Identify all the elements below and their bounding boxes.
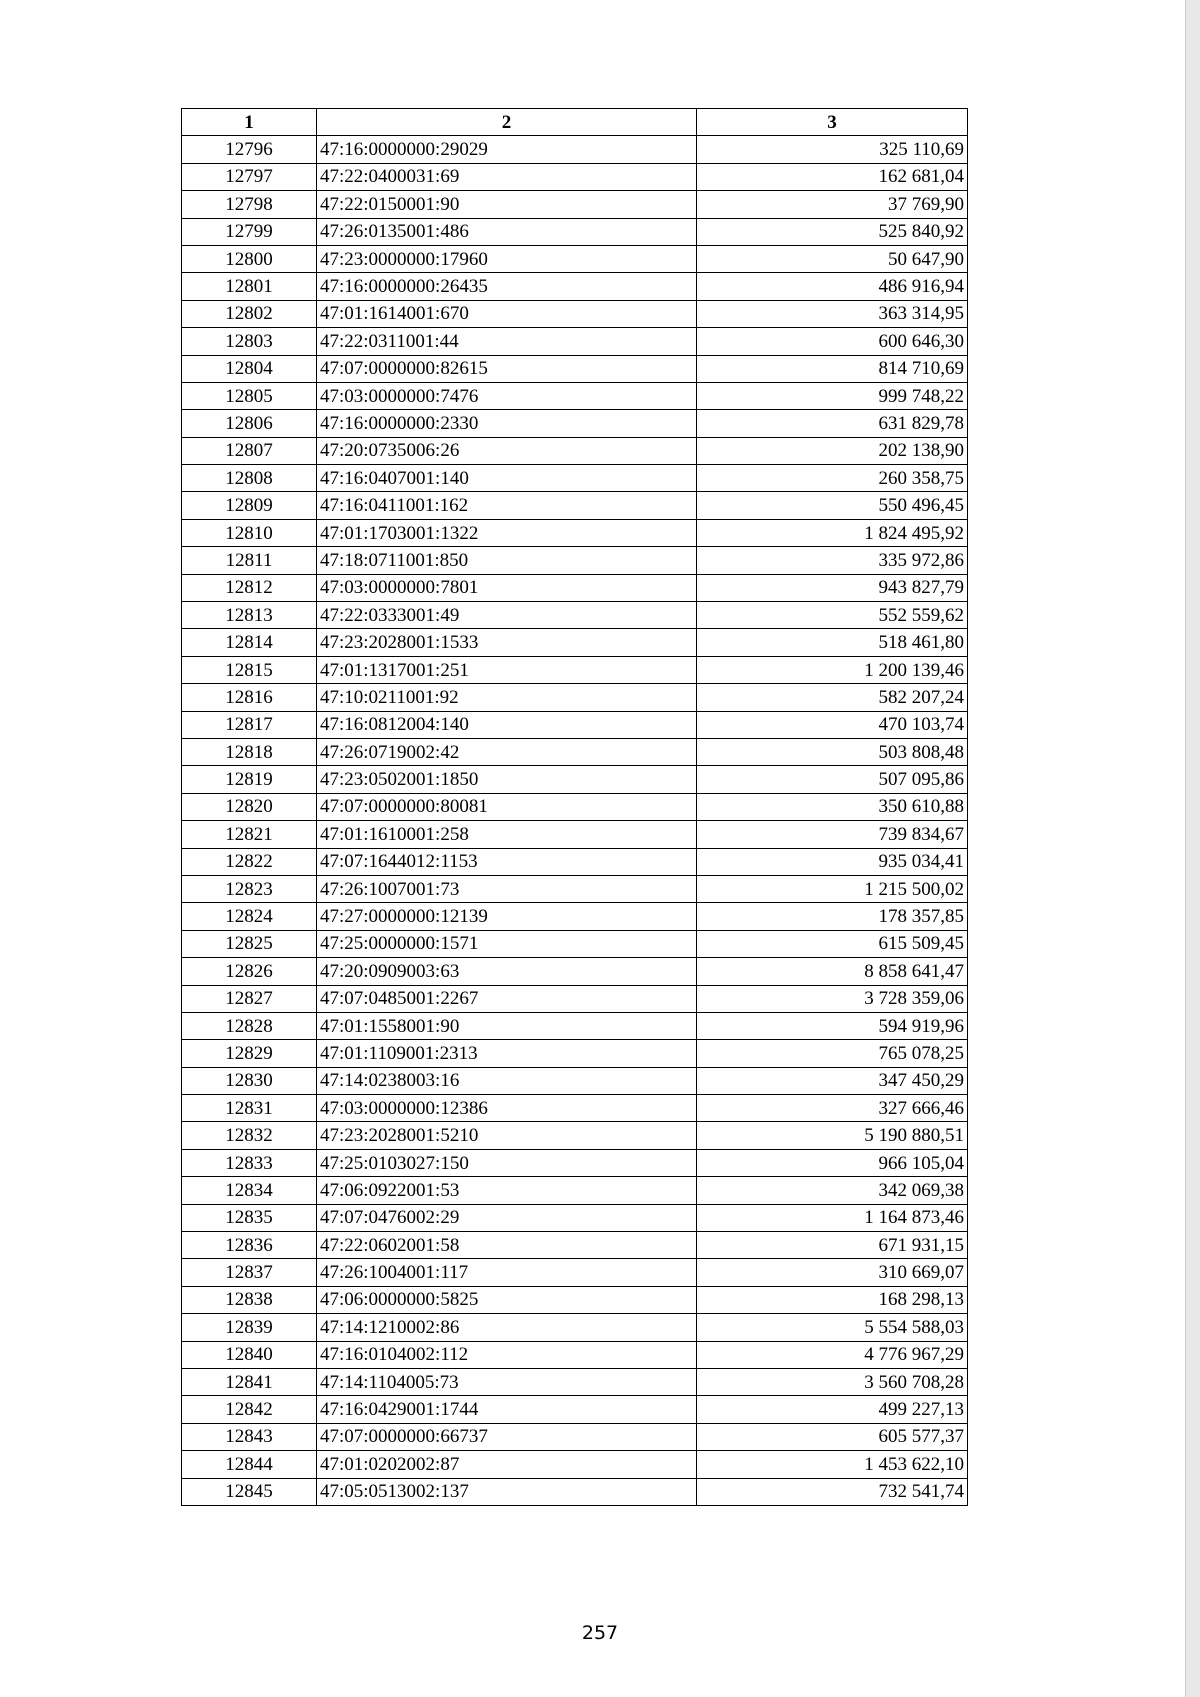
table-row bbox=[182, 355, 968, 382]
cadastral-value-cell: 325 110,69 bbox=[697, 136, 968, 163]
cadastral-number-cell: 47:14:1210002:86 bbox=[317, 1314, 697, 1341]
table-row bbox=[182, 903, 968, 930]
row-number-cell: 12828 bbox=[182, 1012, 317, 1039]
page-edge bbox=[1185, 0, 1200, 1697]
row-number-cell: 12826 bbox=[182, 958, 317, 985]
cadastral-value-cell: 582 207,24 bbox=[697, 684, 968, 711]
table-row bbox=[182, 410, 968, 437]
table-row bbox=[182, 1286, 968, 1313]
cadastral-number-cell: 47:22:0333001:49 bbox=[317, 602, 697, 629]
table-row bbox=[182, 1314, 968, 1341]
cadastral-number-cell: 47:01:1109001:2313 bbox=[317, 1040, 697, 1067]
cadastral-number-cell: 47:16:0812004:140 bbox=[317, 711, 697, 738]
table-row bbox=[182, 1095, 968, 1122]
cadastral-value-cell: 1 824 495,92 bbox=[697, 519, 968, 546]
cadastral-number-cell: 47:18:0711001:850 bbox=[317, 547, 697, 574]
cadastral-number-cell: 47:01:0202002:87 bbox=[317, 1451, 697, 1478]
cadastral-value-cell: 600 646,30 bbox=[697, 328, 968, 355]
cadastral-number-cell: 47:05:0513002:137 bbox=[317, 1478, 697, 1505]
table-row bbox=[182, 1423, 968, 1450]
cadastral-number-cell: 47:10:0211001:92 bbox=[317, 684, 697, 711]
cadastral-number-cell: 47:03:0000000:7476 bbox=[317, 382, 697, 409]
cadastral-number-cell: 47:16:0000000:26435 bbox=[317, 273, 697, 300]
cadastral-number-cell: 47:22:0150001:90 bbox=[317, 191, 697, 218]
row-number-cell: 12821 bbox=[182, 821, 317, 848]
row-number-cell: 12844 bbox=[182, 1451, 317, 1478]
cadastral-value-cell: 1 215 500,02 bbox=[697, 875, 968, 902]
table-body bbox=[182, 136, 968, 1506]
cadastral-value-cell: 507 095,86 bbox=[697, 766, 968, 793]
row-number-cell: 12835 bbox=[182, 1204, 317, 1231]
row-number-cell: 12811 bbox=[182, 547, 317, 574]
table-row bbox=[182, 136, 968, 163]
cadastral-number-cell: 47:27:0000000:12139 bbox=[317, 903, 697, 930]
table-row bbox=[182, 245, 968, 272]
row-number-cell: 12809 bbox=[182, 492, 317, 519]
cadastral-number-cell: 47:23:0000000:17960 bbox=[317, 245, 697, 272]
table-row bbox=[182, 191, 968, 218]
row-number-cell: 12798 bbox=[182, 191, 317, 218]
cadastral-value-cell: 1 164 873,46 bbox=[697, 1204, 968, 1231]
table-row bbox=[182, 465, 968, 492]
row-number-cell: 12800 bbox=[182, 245, 317, 272]
cadastral-value-cell: 50 647,90 bbox=[697, 245, 968, 272]
table-row bbox=[182, 738, 968, 765]
cadastral-number-cell: 47:16:0429001:1744 bbox=[317, 1396, 697, 1423]
cadastral-number-cell: 47:20:0735006:26 bbox=[317, 437, 697, 464]
row-number-cell: 12801 bbox=[182, 273, 317, 300]
table-row bbox=[182, 602, 968, 629]
cadastral-value-cell: 3 560 708,28 bbox=[697, 1368, 968, 1395]
row-number-cell: 12843 bbox=[182, 1423, 317, 1450]
cadastral-value-cell: 503 808,48 bbox=[697, 738, 968, 765]
cadastral-value-cell: 732 541,74 bbox=[697, 1478, 968, 1505]
cadastral-value-cell: 37 769,90 bbox=[697, 191, 968, 218]
table-row bbox=[182, 1012, 968, 1039]
table-row bbox=[182, 437, 968, 464]
table-row bbox=[182, 1478, 968, 1505]
table-row bbox=[182, 519, 968, 546]
table-row bbox=[182, 848, 968, 875]
cadastral-number-cell: 47:07:0485001:2267 bbox=[317, 985, 697, 1012]
row-number-cell: 12819 bbox=[182, 766, 317, 793]
cadastral-value-cell: 8 858 641,47 bbox=[697, 958, 968, 985]
cadastral-value-cell: 350 610,88 bbox=[697, 793, 968, 820]
cadastral-value-cell: 814 710,69 bbox=[697, 355, 968, 382]
table-row bbox=[182, 711, 968, 738]
table-row bbox=[182, 656, 968, 683]
row-number-cell: 12838 bbox=[182, 1286, 317, 1313]
cadastral-number-cell: 47:07:0000000:82615 bbox=[317, 355, 697, 382]
table-row bbox=[182, 1259, 968, 1286]
table-header-row bbox=[182, 109, 968, 136]
cadastral-value-cell: 518 461,80 bbox=[697, 629, 968, 656]
cadastral-value-cell: 966 105,04 bbox=[697, 1149, 968, 1176]
row-number-cell: 12813 bbox=[182, 602, 317, 629]
row-number-cell: 12796 bbox=[182, 136, 317, 163]
row-number-cell: 12829 bbox=[182, 1040, 317, 1067]
cadastral-value-table bbox=[181, 108, 968, 1506]
cadastral-value-cell: 550 496,45 bbox=[697, 492, 968, 519]
cadastral-value-cell: 739 834,67 bbox=[697, 821, 968, 848]
cadastral-value-cell: 631 829,78 bbox=[697, 410, 968, 437]
cadastral-number-cell: 47:26:1007001:73 bbox=[317, 875, 697, 902]
table-row bbox=[182, 958, 968, 985]
row-number-cell: 12840 bbox=[182, 1341, 317, 1368]
table-row bbox=[182, 985, 968, 1012]
cadastral-value-cell: 943 827,79 bbox=[697, 574, 968, 601]
header-col-2: 2 bbox=[317, 109, 697, 136]
table-row bbox=[182, 163, 968, 190]
row-number-cell: 12842 bbox=[182, 1396, 317, 1423]
cadastral-number-cell: 47:03:0000000:7801 bbox=[317, 574, 697, 601]
row-number-cell: 12837 bbox=[182, 1259, 317, 1286]
cadastral-number-cell: 47:22:0400031:69 bbox=[317, 163, 697, 190]
cadastral-value-cell: 347 450,29 bbox=[697, 1067, 968, 1094]
cadastral-value-cell: 310 669,07 bbox=[697, 1259, 968, 1286]
cadastral-number-cell: 47:01:1317001:251 bbox=[317, 656, 697, 683]
row-number-cell: 12808 bbox=[182, 465, 317, 492]
cadastral-number-cell: 47:23:2028001:5210 bbox=[317, 1122, 697, 1149]
cadastral-number-cell: 47:26:0135001:486 bbox=[317, 218, 697, 245]
cadastral-value-cell: 5 554 588,03 bbox=[697, 1314, 968, 1341]
row-number-cell: 12817 bbox=[182, 711, 317, 738]
row-number-cell: 12832 bbox=[182, 1122, 317, 1149]
cadastral-value-cell: 499 227,13 bbox=[697, 1396, 968, 1423]
row-number-cell: 12816 bbox=[182, 684, 317, 711]
row-number-cell: 12814 bbox=[182, 629, 317, 656]
cadastral-number-cell: 47:01:1703001:1322 bbox=[317, 519, 697, 546]
row-number-cell: 12834 bbox=[182, 1177, 317, 1204]
row-number-cell: 12839 bbox=[182, 1314, 317, 1341]
table-row bbox=[182, 629, 968, 656]
table-row bbox=[182, 1040, 968, 1067]
row-number-cell: 12841 bbox=[182, 1368, 317, 1395]
cadastral-number-cell: 47:06:0922001:53 bbox=[317, 1177, 697, 1204]
cadastral-value-cell: 363 314,95 bbox=[697, 300, 968, 327]
table-row bbox=[182, 1204, 968, 1231]
table-row bbox=[182, 875, 968, 902]
row-number-cell: 12812 bbox=[182, 574, 317, 601]
row-number-cell: 12806 bbox=[182, 410, 317, 437]
table-row bbox=[182, 930, 968, 957]
row-number-cell: 12825 bbox=[182, 930, 317, 957]
cadastral-number-cell: 47:07:0000000:80081 bbox=[317, 793, 697, 820]
cadastral-number-cell: 47:07:0476002:29 bbox=[317, 1204, 697, 1231]
cadastral-number-cell: 47:16:0000000:29029 bbox=[317, 136, 697, 163]
row-number-cell: 12845 bbox=[182, 1478, 317, 1505]
table-row bbox=[182, 821, 968, 848]
cadastral-value-cell: 470 103,74 bbox=[697, 711, 968, 738]
cadastral-value-cell: 552 559,62 bbox=[697, 602, 968, 629]
row-number-cell: 12805 bbox=[182, 382, 317, 409]
cadastral-number-cell: 47:07:1644012:1153 bbox=[317, 848, 697, 875]
cadastral-value-cell: 525 840,92 bbox=[697, 218, 968, 245]
row-number-cell: 12830 bbox=[182, 1067, 317, 1094]
cadastral-number-cell: 47:16:0000000:2330 bbox=[317, 410, 697, 437]
row-number-cell: 12824 bbox=[182, 903, 317, 930]
row-number-cell: 12818 bbox=[182, 738, 317, 765]
table-row bbox=[182, 328, 968, 355]
cadastral-number-cell: 47:22:0602001:58 bbox=[317, 1232, 697, 1259]
row-number-cell: 12827 bbox=[182, 985, 317, 1012]
cadastral-number-cell: 47:14:1104005:73 bbox=[317, 1368, 697, 1395]
row-number-cell: 12815 bbox=[182, 656, 317, 683]
cadastral-value-cell: 168 298,13 bbox=[697, 1286, 968, 1313]
cadastral-value-cell: 342 069,38 bbox=[697, 1177, 968, 1204]
row-number-cell: 12803 bbox=[182, 328, 317, 355]
header-col-3: 3 bbox=[697, 109, 968, 136]
cadastral-number-cell: 47:26:0719002:42 bbox=[317, 738, 697, 765]
row-number-cell: 12823 bbox=[182, 875, 317, 902]
cadastral-number-cell: 47:16:0407001:140 bbox=[317, 465, 697, 492]
cadastral-value-cell: 1 453 622,10 bbox=[697, 1451, 968, 1478]
cadastral-value-cell: 327 666,46 bbox=[697, 1095, 968, 1122]
table-row bbox=[182, 1067, 968, 1094]
cadastral-number-cell: 47:06:0000000:5825 bbox=[317, 1286, 697, 1313]
row-number-cell: 12822 bbox=[182, 848, 317, 875]
table-row bbox=[182, 1149, 968, 1176]
row-number-cell: 12799 bbox=[182, 218, 317, 245]
cadastral-value-cell: 999 748,22 bbox=[697, 382, 968, 409]
table-row bbox=[182, 300, 968, 327]
cadastral-number-cell: 47:26:1004001:117 bbox=[317, 1259, 697, 1286]
cadastral-value-cell: 4 776 967,29 bbox=[697, 1341, 968, 1368]
cadastral-number-cell: 47:07:0000000:66737 bbox=[317, 1423, 697, 1450]
table-row bbox=[182, 1451, 968, 1478]
cadastral-number-cell: 47:14:0238003:16 bbox=[317, 1067, 697, 1094]
cadastral-number-cell: 47:23:0502001:1850 bbox=[317, 766, 697, 793]
table-row bbox=[182, 492, 968, 519]
cadastral-value-cell: 671 931,15 bbox=[697, 1232, 968, 1259]
cadastral-number-cell: 47:01:1614001:670 bbox=[317, 300, 697, 327]
cadastral-number-cell: 47:22:0311001:44 bbox=[317, 328, 697, 355]
row-number-cell: 12820 bbox=[182, 793, 317, 820]
cadastral-value-cell: 935 034,41 bbox=[697, 848, 968, 875]
cadastral-value-cell: 615 509,45 bbox=[697, 930, 968, 957]
cadastral-value-cell: 765 078,25 bbox=[697, 1040, 968, 1067]
cadastral-number-cell: 47:16:0411001:162 bbox=[317, 492, 697, 519]
cadastral-value-cell: 162 681,04 bbox=[697, 163, 968, 190]
row-number-cell: 12833 bbox=[182, 1149, 317, 1176]
cadastral-number-cell: 47:01:1610001:258 bbox=[317, 821, 697, 848]
cadastral-number-cell: 47:16:0104002:112 bbox=[317, 1341, 697, 1368]
cadastral-value-cell: 486 916,94 bbox=[697, 273, 968, 300]
table-row bbox=[182, 1177, 968, 1204]
cadastral-number-cell: 47:25:0000000:1571 bbox=[317, 930, 697, 957]
page-number: 257 bbox=[581, 1622, 619, 1644]
row-number-cell: 12804 bbox=[182, 355, 317, 382]
table-row bbox=[182, 1368, 968, 1395]
cadastral-value-cell: 178 357,85 bbox=[697, 903, 968, 930]
row-number-cell: 12807 bbox=[182, 437, 317, 464]
table-row bbox=[182, 766, 968, 793]
table-row bbox=[182, 218, 968, 245]
row-number-cell: 12810 bbox=[182, 519, 317, 546]
row-number-cell: 12836 bbox=[182, 1232, 317, 1259]
cadastral-value-cell: 1 200 139,46 bbox=[697, 656, 968, 683]
cadastral-number-cell: 47:01:1558001:90 bbox=[317, 1012, 697, 1039]
table-row bbox=[182, 1232, 968, 1259]
table-row bbox=[182, 1122, 968, 1149]
cadastral-value-cell: 5 190 880,51 bbox=[697, 1122, 968, 1149]
table-row bbox=[182, 273, 968, 300]
cadastral-value-cell: 3 728 359,06 bbox=[697, 985, 968, 1012]
table-row bbox=[182, 684, 968, 711]
table-row bbox=[182, 382, 968, 409]
table-row bbox=[182, 574, 968, 601]
cadastral-number-cell: 47:03:0000000:12386 bbox=[317, 1095, 697, 1122]
table-row bbox=[182, 547, 968, 574]
cadastral-number-cell: 47:23:2028001:1533 bbox=[317, 629, 697, 656]
cadastral-value-cell: 605 577,37 bbox=[697, 1423, 968, 1450]
cadastral-value-cell: 260 358,75 bbox=[697, 465, 968, 492]
row-number-cell: 12802 bbox=[182, 300, 317, 327]
table-row bbox=[182, 1396, 968, 1423]
table-row bbox=[182, 793, 968, 820]
row-number-cell: 12831 bbox=[182, 1095, 317, 1122]
header-col-1: 1 bbox=[182, 109, 317, 136]
cadastral-value-cell: 335 972,86 bbox=[697, 547, 968, 574]
cadastral-number-cell: 47:20:0909003:63 bbox=[317, 958, 697, 985]
cadastral-value-cell: 594 919,96 bbox=[697, 1012, 968, 1039]
cadastral-number-cell: 47:25:0103027:150 bbox=[317, 1149, 697, 1176]
row-number-cell: 12797 bbox=[182, 163, 317, 190]
table-row bbox=[182, 1341, 968, 1368]
cadastral-value-cell: 202 138,90 bbox=[697, 437, 968, 464]
